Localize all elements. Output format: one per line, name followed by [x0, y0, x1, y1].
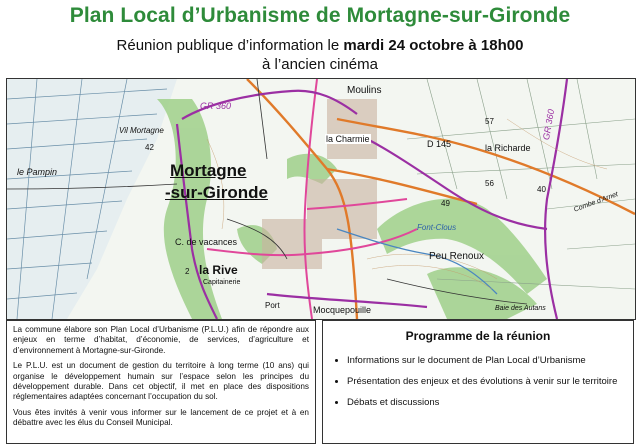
programme-list: [333, 355, 623, 409]
map-label-gr360-right: GR 360: [541, 108, 557, 141]
info-paragraph-1: La commune élabore son Plan Local d’Urbanisme (P.L.U.) afin de répondre aux enjeux en terme d’habitat, d’économie, de services, d’agriculture et d’environnement à Mortagne-sur-Gironde.: [13, 325, 309, 355]
map-label-baie-autans: Baie des Autans: [495, 305, 546, 312]
map-label-le-pampin: le Pampin: [17, 167, 58, 177]
programme-title: Programme de la réunion: [405, 329, 551, 343]
info-panel: [6, 320, 316, 444]
map-label-mocquepouille: Mocquepouille: [313, 305, 372, 315]
map-label-combe-arnet: Combe d'Arnet: [573, 191, 620, 214]
meeting-date: mardi 24 octobre à 18h00: [343, 37, 524, 54]
map-label-n57: 57: [485, 117, 494, 126]
programme-item: • Présentation des enjeux et des évolutions à venir sur le territoire: [347, 376, 623, 388]
map-label-la-rive: la Rive: [199, 263, 238, 277]
meeting-info: [0, 36, 640, 74]
map-label-vil-mortagne: Vil Mortagne: [119, 126, 164, 135]
map-label-font-clous: Font-Clous: [417, 223, 457, 232]
map-label-c-de-vacances: C. de vacances: [175, 237, 238, 247]
map-label-n56: 56: [485, 179, 494, 188]
map-label-n49: 49: [441, 199, 450, 208]
map-label-n40: 40: [537, 185, 546, 194]
map-view: [6, 78, 636, 320]
map-label-la-richarde: la Richarde: [485, 143, 531, 153]
map-label-d145: D 145: [427, 139, 452, 149]
map-label-moulins: Moulins: [347, 85, 382, 96]
page-title: Plan Local d’Urbanisme de Mortagne-sur-Gironde: [69, 4, 571, 27]
map-label-capitainerie: Capitainerie: [203, 279, 241, 286]
meeting-location: à l’ancien cinéma: [262, 56, 378, 73]
map-label-peu-renoux: Peu Renoux: [429, 251, 485, 262]
map-label-town-line1: Mortagne: [170, 161, 247, 180]
info-paragraph-2: Le P.L.U. est un document de gestion du territoire à long terme (10 ans) qui organise le développement humain sur l’espace selon les principes du développement durable. Dans cet objectif, il met en place des dispositions réglementaires adaptées concernant l’occupation du sol.: [13, 361, 309, 402]
map-label-la-charmie: la Charmie: [326, 134, 370, 144]
programme-item: • Débats et discussions: [347, 397, 623, 409]
programme-item: • Informations sur le document de Plan Local d’Urbanisme: [347, 355, 623, 367]
map-label-n2: 2: [185, 267, 190, 276]
map-graphic: [7, 79, 635, 319]
meeting-info-prefix: Réunion publique d’information le: [116, 37, 344, 54]
map-label-gr360-left: GR 360: [200, 101, 232, 111]
map-label-port: Port: [265, 301, 280, 310]
map-label-42: 42: [145, 143, 154, 152]
info-paragraph-3: Vous êtes invités à venir vous informer sur le lancement de ce projet et à en débattre avec les élus du Conseil Municipal.: [13, 407, 309, 428]
programme-panel: [322, 320, 634, 444]
map-label-town-line2: -sur-Gironde: [165, 183, 268, 202]
